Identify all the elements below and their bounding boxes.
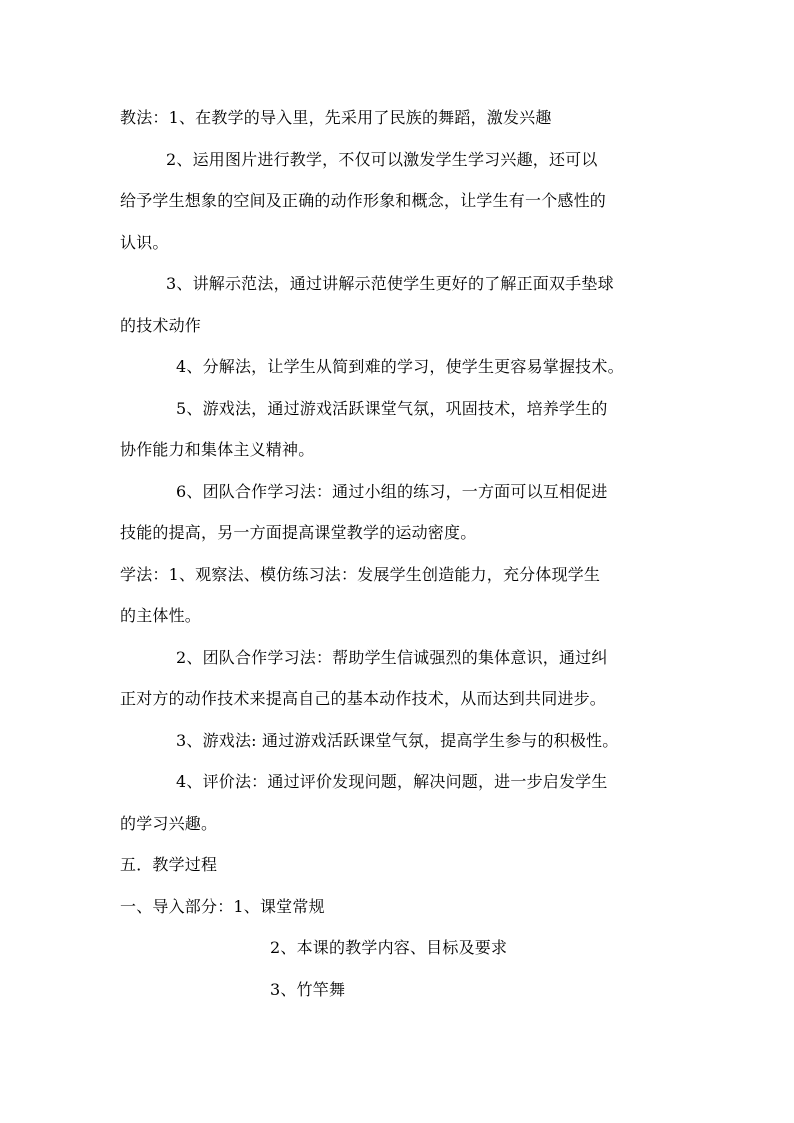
intro-section-line-3: 3、竹竿舞 — [270, 980, 346, 999]
teaching-methods-line-7: 4、分解法，让学生从简到难的学习，使学生更容易掌握技术。 — [176, 357, 624, 376]
intro-section-line-1: 一、导入部分：1、课堂常规 — [120, 897, 325, 916]
learning-methods-line-3: 2、团队合作学习法：帮助学生信诚强烈的集体意识，通过纠 — [176, 648, 608, 667]
teaching-methods-line-8: 5、游戏法，通过游戏活跃课堂气氛，巩固技术，培养学生的 — [176, 399, 608, 418]
teaching-methods-line-11: 技能的提高，另一方面提高课堂教学的运动密度。 — [120, 523, 477, 542]
intro-section-line-2: 2、本课的教学内容、目标及要求 — [270, 938, 508, 957]
teaching-methods-line-10: 6、团队合作学习法：通过小组的练习，一方面可以互相促进 — [176, 482, 608, 501]
teaching-methods-line-9: 协作能力和集体主义精神。 — [120, 440, 315, 459]
learning-methods-line-2: 的主体性。 — [120, 606, 202, 625]
teaching-methods-line-2: 2、运用图片进行教学，不仅可以激发学生学习兴趣，还可以 — [166, 150, 598, 169]
section-heading-teaching-process: 五．教学过程 — [120, 855, 218, 874]
learning-methods-line-6: 4、评价法：通过评价发现问题，解决问题，进一步启发学生 — [176, 772, 608, 791]
teaching-methods-line-3: 给予学生想象的空间及正确的动作形象和概念，让学生有一个感性的 — [120, 191, 607, 210]
learning-methods-line-1: 学法：1、观察法、模仿练习法：发展学生创造能力，充分体现学生 — [120, 565, 601, 584]
teaching-methods-line-5: 3、讲解示范法，通过讲解示范使学生更好的了解正面双手垫球 — [166, 274, 614, 293]
learning-methods-line-4: 正对方的动作技术来提高自己的基本动作技术，从而达到共同进步。 — [120, 689, 607, 708]
learning-methods-line-5: 3、游戏法: 通过游戏活跃课堂气氛，提高学生参与的积极性。 — [176, 731, 619, 750]
teaching-methods-line-6: 的技术动作 — [120, 316, 202, 335]
teaching-methods-line-4: 认识。 — [120, 233, 169, 252]
learning-methods-line-7: 的学习兴趣。 — [120, 814, 218, 833]
teaching-methods-line-1: 教法：1、在教学的导入里，先采用了民族的舞蹈，激发兴趣 — [120, 108, 552, 127]
